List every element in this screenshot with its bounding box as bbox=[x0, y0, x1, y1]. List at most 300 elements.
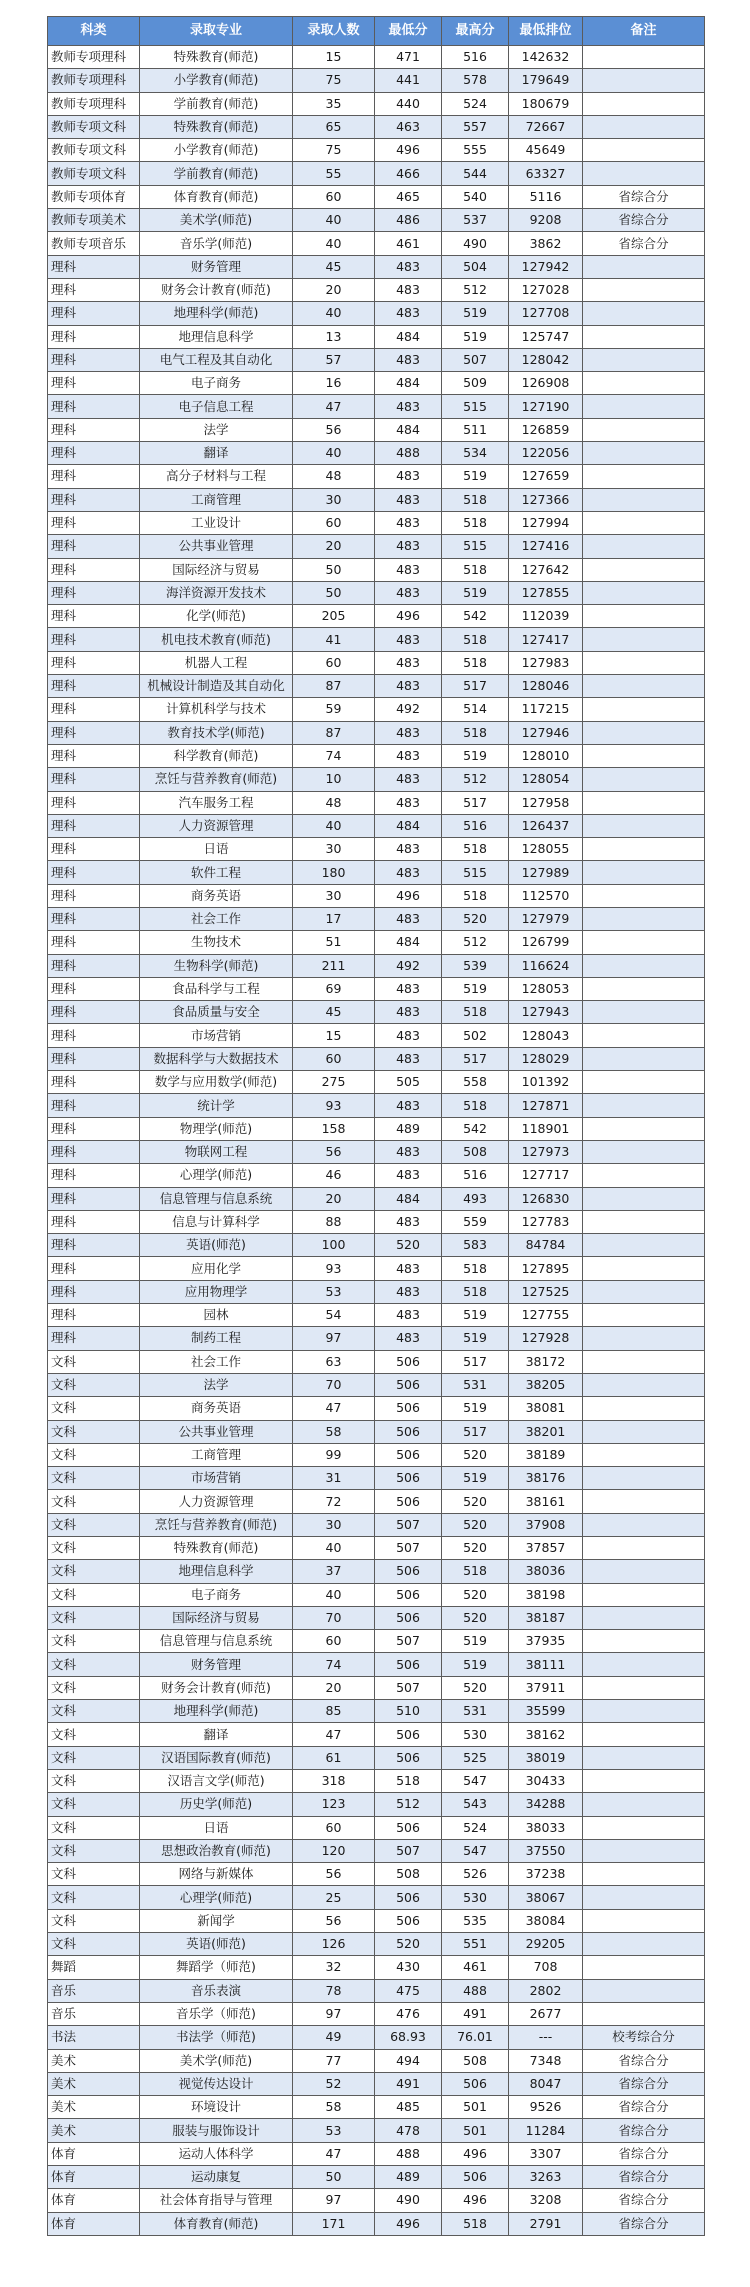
cell-min-score: 440 bbox=[375, 92, 442, 115]
table-row bbox=[48, 1793, 705, 1816]
cell-min-score: 483 bbox=[375, 348, 442, 371]
cell-major: 生物技术 bbox=[140, 931, 293, 954]
cell-min-rank: 127871 bbox=[509, 1094, 583, 1117]
cell-max-score: 524 bbox=[442, 92, 509, 115]
cell-major: 小学教育(师范) bbox=[140, 69, 293, 92]
cell-max-score: 542 bbox=[442, 1117, 509, 1140]
cell-max-score: 519 bbox=[442, 1397, 509, 1420]
cell-min-rank: 127416 bbox=[509, 535, 583, 558]
cell-major: 社会体育指导与管理 bbox=[140, 2189, 293, 2212]
cell-min-score: 483 bbox=[375, 1094, 442, 1117]
cell-remark bbox=[583, 1047, 705, 1070]
cell-enrolled: 87 bbox=[293, 675, 375, 698]
cell-remark bbox=[583, 1863, 705, 1886]
cell-max-score: 544 bbox=[442, 162, 509, 185]
header-min-score: 最低分 bbox=[375, 17, 442, 46]
table-row bbox=[48, 511, 705, 534]
cell-major: 环境设计 bbox=[140, 2096, 293, 2119]
cell-enrolled: 40 bbox=[293, 209, 375, 232]
cell-remark bbox=[583, 1793, 705, 1816]
table-row bbox=[48, 2142, 705, 2165]
cell-category: 文科 bbox=[48, 1373, 140, 1396]
cell-max-score: 518 bbox=[442, 1280, 509, 1303]
cell-category: 文科 bbox=[48, 1490, 140, 1513]
cell-max-score: 519 bbox=[442, 1630, 509, 1653]
cell-max-score: 511 bbox=[442, 418, 509, 441]
cell-max-score: 518 bbox=[442, 511, 509, 534]
cell-enrolled: 20 bbox=[293, 278, 375, 301]
cell-category: 理科 bbox=[48, 768, 140, 791]
cell-max-score: 520 bbox=[442, 1606, 509, 1629]
cell-category: 理科 bbox=[48, 558, 140, 581]
header-category: 科类 bbox=[48, 17, 140, 46]
cell-remark bbox=[583, 1373, 705, 1396]
cell-major: 学前教育(师范) bbox=[140, 162, 293, 185]
cell-remark bbox=[583, 1420, 705, 1443]
cell-max-score: 520 bbox=[442, 1513, 509, 1536]
cell-category: 文科 bbox=[48, 1886, 140, 1909]
cell-category: 美术 bbox=[48, 2119, 140, 2142]
table-row bbox=[48, 791, 705, 814]
cell-min-rank: 128042 bbox=[509, 348, 583, 371]
cell-major: 英语(师范) bbox=[140, 1234, 293, 1257]
cell-remark bbox=[583, 768, 705, 791]
cell-major: 小学教育(师范) bbox=[140, 139, 293, 162]
cell-min-score: 506 bbox=[375, 1886, 442, 1909]
cell-remark bbox=[583, 92, 705, 115]
cell-min-score: 488 bbox=[375, 2142, 442, 2165]
cell-min-score: 492 bbox=[375, 698, 442, 721]
cell-max-score: 512 bbox=[442, 278, 509, 301]
cell-min-rank: 128053 bbox=[509, 977, 583, 1000]
cell-max-score: 518 bbox=[442, 558, 509, 581]
cell-enrolled: 46 bbox=[293, 1164, 375, 1187]
cell-remark bbox=[583, 255, 705, 278]
cell-min-rank: 38172 bbox=[509, 1350, 583, 1373]
table-row bbox=[48, 1816, 705, 1839]
cell-category: 理科 bbox=[48, 628, 140, 651]
cell-category: 理科 bbox=[48, 1164, 140, 1187]
table-row bbox=[48, 651, 705, 674]
cell-major: 机械设计制造及其自动化 bbox=[140, 675, 293, 698]
cell-category: 理科 bbox=[48, 1024, 140, 1047]
cell-max-score: 543 bbox=[442, 1793, 509, 1816]
table-row bbox=[48, 2212, 705, 2235]
cell-max-score: 520 bbox=[442, 1583, 509, 1606]
cell-min-rank: 38162 bbox=[509, 1723, 583, 1746]
cell-major: 人力资源管理 bbox=[140, 814, 293, 837]
cell-remark bbox=[583, 558, 705, 581]
table-row bbox=[48, 1001, 705, 1024]
cell-remark bbox=[583, 861, 705, 884]
cell-min-score: 430 bbox=[375, 1956, 442, 1979]
cell-min-score: 483 bbox=[375, 1047, 442, 1070]
cell-enrolled: 74 bbox=[293, 744, 375, 767]
cell-enrolled: 70 bbox=[293, 1606, 375, 1629]
cell-min-rank: 126437 bbox=[509, 814, 583, 837]
cell-enrolled: 10 bbox=[293, 768, 375, 791]
cell-min-score: 485 bbox=[375, 2096, 442, 2119]
cell-category: 文科 bbox=[48, 1676, 140, 1699]
cell-category: 体育 bbox=[48, 2142, 140, 2165]
cell-major: 汉语言文学(师范) bbox=[140, 1769, 293, 1792]
cell-remark bbox=[583, 744, 705, 767]
cell-min-rank: 127755 bbox=[509, 1304, 583, 1327]
table-row bbox=[48, 1234, 705, 1257]
cell-min-score: 483 bbox=[375, 302, 442, 325]
cell-max-score: 504 bbox=[442, 255, 509, 278]
cell-remark bbox=[583, 1490, 705, 1513]
cell-min-rank: 126908 bbox=[509, 372, 583, 395]
cell-enrolled: 47 bbox=[293, 1723, 375, 1746]
cell-enrolled: 211 bbox=[293, 954, 375, 977]
table-row bbox=[48, 907, 705, 930]
cell-remark bbox=[583, 1001, 705, 1024]
cell-min-rank: 127642 bbox=[509, 558, 583, 581]
cell-category: 理科 bbox=[48, 814, 140, 837]
cell-category: 理科 bbox=[48, 581, 140, 604]
cell-major: 体育教育(师范) bbox=[140, 185, 293, 208]
cell-min-score: 506 bbox=[375, 1583, 442, 1606]
cell-category: 文科 bbox=[48, 1933, 140, 1956]
cell-major: 商务英语 bbox=[140, 884, 293, 907]
cell-min-rank: 2802 bbox=[509, 1979, 583, 2002]
cell-remark bbox=[583, 1443, 705, 1466]
cell-major: 视觉传达设计 bbox=[140, 2072, 293, 2095]
cell-enrolled: 158 bbox=[293, 1117, 375, 1140]
cell-category: 教师专项理科 bbox=[48, 69, 140, 92]
cell-enrolled: 35 bbox=[293, 92, 375, 115]
cell-remark bbox=[583, 1187, 705, 1210]
cell-remark bbox=[583, 1746, 705, 1769]
cell-category: 体育 bbox=[48, 2166, 140, 2189]
cell-max-score: 517 bbox=[442, 1420, 509, 1443]
cell-min-score: 491 bbox=[375, 2072, 442, 2095]
cell-enrolled: 93 bbox=[293, 1094, 375, 1117]
cell-major: 工业设计 bbox=[140, 511, 293, 534]
cell-major: 心理学(师范) bbox=[140, 1164, 293, 1187]
table-row bbox=[48, 209, 705, 232]
cell-min-rank: 38187 bbox=[509, 1606, 583, 1629]
table-row bbox=[48, 488, 705, 511]
cell-major: 电子信息工程 bbox=[140, 395, 293, 418]
cell-remark bbox=[583, 1886, 705, 1909]
cell-major: 法学 bbox=[140, 418, 293, 441]
cell-category: 理科 bbox=[48, 744, 140, 767]
cell-max-score: 531 bbox=[442, 1700, 509, 1723]
cell-category: 文科 bbox=[48, 1793, 140, 1816]
cell-min-score: 496 bbox=[375, 139, 442, 162]
cell-enrolled: 49 bbox=[293, 2026, 375, 2049]
cell-min-rank: 128043 bbox=[509, 1024, 583, 1047]
cell-major: 市场营销 bbox=[140, 1467, 293, 1490]
cell-enrolled: 48 bbox=[293, 465, 375, 488]
cell-min-score: 508 bbox=[375, 1863, 442, 1886]
cell-enrolled: 180 bbox=[293, 861, 375, 884]
cell-enrolled: 85 bbox=[293, 1700, 375, 1723]
cell-max-score: 520 bbox=[442, 1490, 509, 1513]
cell-enrolled: 126 bbox=[293, 1933, 375, 1956]
cell-min-rank: 127958 bbox=[509, 791, 583, 814]
table-row bbox=[48, 768, 705, 791]
cell-category: 教师专项理科 bbox=[48, 46, 140, 69]
table-row bbox=[48, 162, 705, 185]
table-row bbox=[48, 1933, 705, 1956]
cell-remark bbox=[583, 302, 705, 325]
cell-category: 体育 bbox=[48, 2212, 140, 2235]
table-row bbox=[48, 115, 705, 138]
cell-major: 数据科学与大数据技术 bbox=[140, 1047, 293, 1070]
cell-major: 财务会计教育(师范) bbox=[140, 1676, 293, 1699]
cell-remark bbox=[583, 1234, 705, 1257]
table-row bbox=[48, 1443, 705, 1466]
cell-remark bbox=[583, 278, 705, 301]
cell-min-rank: 63327 bbox=[509, 162, 583, 185]
cell-category: 理科 bbox=[48, 255, 140, 278]
cell-remark bbox=[583, 465, 705, 488]
cell-enrolled: 15 bbox=[293, 46, 375, 69]
cell-remark bbox=[583, 1816, 705, 1839]
cell-category: 教师专项理科 bbox=[48, 92, 140, 115]
cell-enrolled: 47 bbox=[293, 395, 375, 418]
cell-enrolled: 58 bbox=[293, 2096, 375, 2119]
cell-max-score: 507 bbox=[442, 348, 509, 371]
cell-category: 文科 bbox=[48, 1397, 140, 1420]
table-row bbox=[48, 325, 705, 348]
cell-category: 理科 bbox=[48, 488, 140, 511]
cell-min-rank: 84784 bbox=[509, 1234, 583, 1257]
cell-major: 法学 bbox=[140, 1373, 293, 1396]
header-remark: 备注 bbox=[583, 17, 705, 46]
cell-max-score: 518 bbox=[442, 1257, 509, 1280]
cell-min-rank: 179649 bbox=[509, 69, 583, 92]
cell-enrolled: 60 bbox=[293, 651, 375, 674]
cell-min-score: 506 bbox=[375, 1443, 442, 1466]
cell-remark bbox=[583, 675, 705, 698]
cell-major: 汉语国际教育(师范) bbox=[140, 1746, 293, 1769]
cell-major: 服装与服饰设计 bbox=[140, 2119, 293, 2142]
cell-enrolled: 120 bbox=[293, 1839, 375, 1862]
cell-category: 理科 bbox=[48, 838, 140, 861]
cell-major: 社会工作 bbox=[140, 907, 293, 930]
cell-enrolled: 40 bbox=[293, 814, 375, 837]
cell-min-score: 68.93 bbox=[375, 2026, 442, 2049]
cell-min-rank: 37857 bbox=[509, 1537, 583, 1560]
cell-major: 历史学(师范) bbox=[140, 1793, 293, 1816]
cell-category: 理科 bbox=[48, 1117, 140, 1140]
cell-enrolled: 97 bbox=[293, 2189, 375, 2212]
cell-remark bbox=[583, 1117, 705, 1140]
cell-major: 制药工程 bbox=[140, 1327, 293, 1350]
cell-enrolled: 60 bbox=[293, 1816, 375, 1839]
cell-category: 理科 bbox=[48, 1210, 140, 1233]
cell-remark bbox=[583, 1839, 705, 1862]
cell-min-rank: 30433 bbox=[509, 1769, 583, 1792]
cell-enrolled: 30 bbox=[293, 884, 375, 907]
cell-category: 理科 bbox=[48, 348, 140, 371]
cell-major: 电子商务 bbox=[140, 372, 293, 395]
cell-enrolled: 75 bbox=[293, 139, 375, 162]
cell-min-score: 489 bbox=[375, 2166, 442, 2189]
cell-min-score: 484 bbox=[375, 325, 442, 348]
cell-remark bbox=[583, 907, 705, 930]
cell-remark: 省综合分 bbox=[583, 2189, 705, 2212]
cell-major: 电子商务 bbox=[140, 1583, 293, 1606]
table-row bbox=[48, 1839, 705, 1862]
cell-enrolled: 77 bbox=[293, 2049, 375, 2072]
cell-max-score: 578 bbox=[442, 69, 509, 92]
cell-major: 园林 bbox=[140, 1304, 293, 1327]
cell-min-score: 465 bbox=[375, 185, 442, 208]
table-row bbox=[48, 1210, 705, 1233]
cell-min-score: 488 bbox=[375, 442, 442, 465]
cell-enrolled: 70 bbox=[293, 1373, 375, 1396]
table-row bbox=[48, 185, 705, 208]
cell-min-rank: 127717 bbox=[509, 1164, 583, 1187]
cell-major: 公共事业管理 bbox=[140, 535, 293, 558]
cell-min-score: 506 bbox=[375, 1909, 442, 1932]
cell-remark bbox=[583, 628, 705, 651]
cell-min-rank: 128055 bbox=[509, 838, 583, 861]
cell-max-score: 461 bbox=[442, 1956, 509, 1979]
cell-min-rank: 116624 bbox=[509, 954, 583, 977]
cell-enrolled: 51 bbox=[293, 931, 375, 954]
cell-min-score: 506 bbox=[375, 1653, 442, 1676]
cell-remark bbox=[583, 488, 705, 511]
cell-category: 文科 bbox=[48, 1537, 140, 1560]
cell-category: 文科 bbox=[48, 1583, 140, 1606]
cell-enrolled: 40 bbox=[293, 442, 375, 465]
cell-major: 物理学(师范) bbox=[140, 1117, 293, 1140]
cell-min-rank: 127028 bbox=[509, 278, 583, 301]
cell-min-rank: 127708 bbox=[509, 302, 583, 325]
cell-min-rank: 11284 bbox=[509, 2119, 583, 2142]
cell-category: 理科 bbox=[48, 511, 140, 534]
header-enrolled: 录取人数 bbox=[293, 17, 375, 46]
cell-major: 美术学(师范) bbox=[140, 209, 293, 232]
cell-enrolled: 54 bbox=[293, 1304, 375, 1327]
cell-enrolled: 60 bbox=[293, 1047, 375, 1070]
cell-max-score: 555 bbox=[442, 139, 509, 162]
table-header bbox=[48, 17, 705, 46]
cell-min-rank: 128046 bbox=[509, 675, 583, 698]
cell-max-score: 534 bbox=[442, 442, 509, 465]
table-row bbox=[48, 1187, 705, 1210]
cell-min-rank: 38067 bbox=[509, 1886, 583, 1909]
header-major: 录取专业 bbox=[140, 17, 293, 46]
cell-remark: 省综合分 bbox=[583, 209, 705, 232]
cell-min-rank: 72667 bbox=[509, 115, 583, 138]
cell-min-rank: 38198 bbox=[509, 1583, 583, 1606]
cell-enrolled: 15 bbox=[293, 1024, 375, 1047]
cell-remark bbox=[583, 442, 705, 465]
table-row bbox=[48, 418, 705, 441]
cell-remark bbox=[583, 1676, 705, 1699]
cell-min-score: 483 bbox=[375, 255, 442, 278]
cell-major: 商务英语 bbox=[140, 1397, 293, 1420]
cell-major: 生物科学(师范) bbox=[140, 954, 293, 977]
cell-remark bbox=[583, 1397, 705, 1420]
table-row bbox=[48, 1746, 705, 1769]
cell-enrolled: 32 bbox=[293, 1956, 375, 1979]
cell-max-score: 518 bbox=[442, 651, 509, 674]
cell-major: 财务会计教育(师范) bbox=[140, 278, 293, 301]
cell-min-rank: 126859 bbox=[509, 418, 583, 441]
cell-category: 理科 bbox=[48, 442, 140, 465]
cell-remark bbox=[583, 1257, 705, 1280]
cell-max-score: 531 bbox=[442, 1373, 509, 1396]
table-row bbox=[48, 465, 705, 488]
cell-max-score: 583 bbox=[442, 1234, 509, 1257]
table-row bbox=[48, 1094, 705, 1117]
table-row bbox=[48, 1909, 705, 1932]
cell-category: 文科 bbox=[48, 1513, 140, 1536]
table-row bbox=[48, 814, 705, 837]
table-row bbox=[48, 1140, 705, 1163]
cell-category: 文科 bbox=[48, 1560, 140, 1583]
cell-remark bbox=[583, 69, 705, 92]
cell-remark bbox=[583, 1350, 705, 1373]
cell-major: 翻译 bbox=[140, 442, 293, 465]
cell-min-rank: 3862 bbox=[509, 232, 583, 255]
cell-category: 理科 bbox=[48, 1257, 140, 1280]
cell-remark bbox=[583, 1164, 705, 1187]
cell-major: 汽车服务工程 bbox=[140, 791, 293, 814]
cell-enrolled: 97 bbox=[293, 1327, 375, 1350]
cell-major: 运动康复 bbox=[140, 2166, 293, 2189]
cell-min-score: 483 bbox=[375, 768, 442, 791]
cell-max-score: 519 bbox=[442, 1467, 509, 1490]
table-row bbox=[48, 1513, 705, 1536]
cell-enrolled: 69 bbox=[293, 977, 375, 1000]
table-row bbox=[48, 46, 705, 69]
table-row bbox=[48, 1350, 705, 1373]
cell-enrolled: 78 bbox=[293, 1979, 375, 2002]
cell-major: 特殊教育(师范) bbox=[140, 1537, 293, 1560]
cell-major: 体育教育(师范) bbox=[140, 2212, 293, 2235]
cell-category: 理科 bbox=[48, 1001, 140, 1024]
cell-min-rank: 38161 bbox=[509, 1490, 583, 1513]
cell-min-score: 489 bbox=[375, 1117, 442, 1140]
cell-enrolled: 20 bbox=[293, 1187, 375, 1210]
table-row bbox=[48, 139, 705, 162]
cell-enrolled: 45 bbox=[293, 255, 375, 278]
cell-max-score: 517 bbox=[442, 675, 509, 698]
cell-remark bbox=[583, 1979, 705, 2002]
cell-min-rank: 38019 bbox=[509, 1746, 583, 1769]
cell-remark bbox=[583, 838, 705, 861]
cell-enrolled: 40 bbox=[293, 1537, 375, 1560]
cell-remark bbox=[583, 1583, 705, 1606]
cell-max-score: 524 bbox=[442, 1816, 509, 1839]
cell-min-score: 496 bbox=[375, 884, 442, 907]
cell-enrolled: 60 bbox=[293, 185, 375, 208]
cell-min-rank: 9526 bbox=[509, 2096, 583, 2119]
cell-category: 理科 bbox=[48, 395, 140, 418]
cell-min-score: 483 bbox=[375, 1257, 442, 1280]
cell-min-score: 483 bbox=[375, 395, 442, 418]
cell-min-score: 506 bbox=[375, 1723, 442, 1746]
cell-min-rank: 142632 bbox=[509, 46, 583, 69]
cell-min-score: 483 bbox=[375, 1024, 442, 1047]
cell-remark bbox=[583, 884, 705, 907]
cell-remark bbox=[583, 511, 705, 534]
table-row bbox=[48, 628, 705, 651]
cell-enrolled: 48 bbox=[293, 791, 375, 814]
cell-major: 电气工程及其自动化 bbox=[140, 348, 293, 371]
cell-min-score: 463 bbox=[375, 115, 442, 138]
cell-remark bbox=[583, 1630, 705, 1653]
